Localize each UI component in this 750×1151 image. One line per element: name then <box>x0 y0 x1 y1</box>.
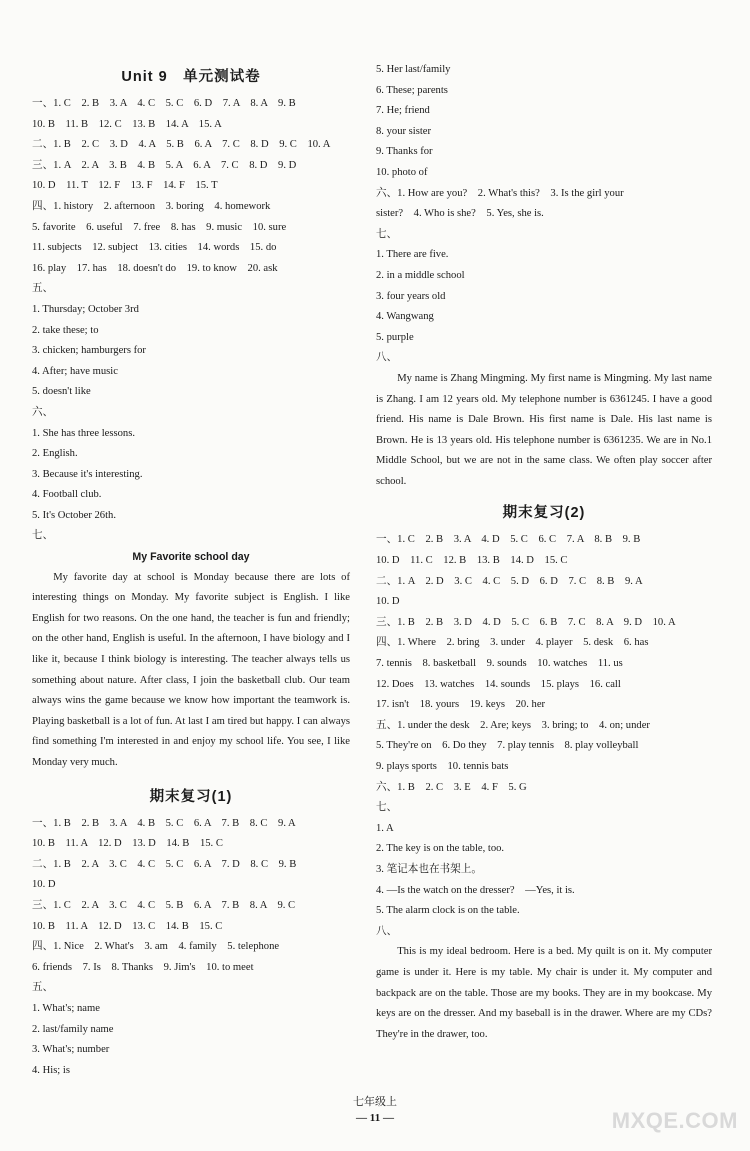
answer-line: 二、1. B 2. C 3. D 4. A 5. B 6. A 7. C 8. D 9. C 10. A <box>32 139 331 151</box>
answer-line: 10. D 11. T 12. F 13. F 14. F 15. T <box>32 180 218 192</box>
answer-line: 3. 笔记本也在书架上。 <box>376 863 482 875</box>
answer-line: 2. take these; to <box>32 324 99 336</box>
answer-line: 四、1. Nice 2. What's 3. am 4. family 5. telephone <box>32 941 280 953</box>
answer-line: 一、1. C 2. B 3. A 4. C 5. C 6. D 7. A 8. A 9. B <box>32 98 296 109</box>
answer-line: 5. It's October 26th. <box>32 509 116 521</box>
answer-line: 10. D <box>32 879 56 891</box>
answer-line: 五、 <box>32 982 54 994</box>
answer-line: 三、1. A 2. A 3. B 4. B 5. A 6. A 7. C 8. D 9. D <box>32 159 297 171</box>
answer-line: 7. He; friend <box>376 105 430 117</box>
answer-line: 1. There are five. <box>376 249 449 261</box>
answer-line: 3. chicken; hamburgers for <box>32 345 146 357</box>
answer-line: 四、1. history 2. afternoon 3. boring 4. homework <box>32 200 271 212</box>
answer-line: 五、1. under the desk 2. Are; keys 3. bring; to 4. on; under <box>376 719 650 731</box>
answer-line: 9. plays sports 10. tennis bats <box>376 761 509 772</box>
answer-line: 五、 <box>32 283 54 295</box>
answer-line: 5. They're on 6. Do they 7. play tennis 8. play volleyball <box>376 740 639 752</box>
answer-line: 2. English. <box>32 448 78 460</box>
answer-line: 7. tennis 8. basketball 9. sounds 10. watches 11. us <box>376 658 623 670</box>
grade-label: 七年级上 <box>353 1096 397 1108</box>
answer-line: 六、1. B 2. C 3. E 4. F 5. G <box>376 781 527 793</box>
answer-line: 八、 <box>376 352 398 364</box>
answer-line: 六、1. How are you? 2. What's this? 3. Is the girl your <box>376 187 624 199</box>
answer-line: 4. Football club. <box>32 489 102 501</box>
answer-line: 5. Her last/family <box>376 64 451 75</box>
answer-line: 七、 <box>376 802 398 814</box>
right-column <box>376 60 712 1045</box>
answer-line: 2. last/family name <box>32 1023 114 1035</box>
writing-paragraph-2: This is my ideal bedroom. Here is a bed. My quilt is on it. My computer game is under it. Here is my table. My chair is under it. My computer and backpack are on the table. Those are my books. They are in my bookcase. My keys are on the dresser. And my baseball is in the drawer. Where are my CDs? They're in the drawer, too. <box>376 946 712 1040</box>
review1-title: 期末复习(1) <box>149 788 233 805</box>
answer-line: 4. Wangwang <box>376 311 434 323</box>
answer-line: 3. Because it's interesting. <box>32 468 143 480</box>
answer-line: 4. After; have music <box>32 365 118 377</box>
page-number: — 11 — <box>356 1112 394 1124</box>
answer-line: 1. She has three lessons. <box>32 427 135 439</box>
answer-line: 4. —Is the watch on the dresser? —Yes, it is. <box>376 884 575 896</box>
answer-line: 1. What's; name <box>32 1002 100 1014</box>
answer-line: 一、1. B 2. B 3. A 4. B 5. C 6. A 7. B 8. C 9. A <box>32 817 296 829</box>
answer-line: 1. Thursday; October 3rd <box>32 303 139 315</box>
answer-line: 8. your sister <box>376 125 432 137</box>
answer-line: 3. What's; number <box>32 1044 110 1056</box>
review2-title: 期末复习(2) <box>502 505 586 522</box>
answer-line: 10. B 11. A 12. D 13. C 14. B 15. C <box>32 920 223 932</box>
essay-title: My Favorite school day <box>132 551 250 564</box>
answer-line: 2. The key is on the table, too. <box>376 843 505 855</box>
answer-line: 1. A <box>376 822 394 834</box>
answer-line: 17. isn't 18. yours 19. keys 20. her <box>376 699 546 711</box>
essay-paragraph: My favorite day at school is Monday because there are lots of interesting things on Monday. My favorite subject is English. I like English for two reasons. On the one hand, the teacher is fun and friendly; on the other hand, English is useful. In the afternoon, I have biology and I like it, because I think biology is interesting. The teacher always tells us something about nature. After class, I join the basketball club. Our team always wins the game because we know how important the teamwork is. Playing basketball is a lot of fun. At last I am tired but happy. I can always find something I'm interested in and enjoy my school life. You see, I like Monday very much. <box>32 571 350 768</box>
answer-line: 10. photo of <box>376 166 428 178</box>
answer-line: 四、1. Where 2. bring 3. under 4. player 5. desk 6. has <box>376 637 649 649</box>
answer-line: 二、1. B 2. A 3. C 4. C 5. C 6. A 7. D 8. C 9. B <box>32 858 297 870</box>
answer-line: 10. B 11. A 12. D 13. D 14. B 15. C <box>32 838 223 850</box>
review1-answers <box>32 814 350 1082</box>
answer-line: 10. B 11. B 12. C 13. B 14. A 15. A <box>32 118 222 130</box>
answer-line: 5. favorite 6. useful 7. free 8. has 9. music 10. sure <box>32 221 287 233</box>
answer-line: 16. play 17. has 18. doesn't do 19. to know 20. ask <box>32 262 278 274</box>
answer-line: 10. D 11. C 12. B 13. B 14. D 15. C <box>376 555 568 567</box>
answer-line: 5. doesn't like <box>32 386 91 398</box>
answer-line: 9. Thanks for <box>376 146 433 158</box>
answer-line: 10. D <box>376 596 400 608</box>
right-top-answers <box>376 60 712 369</box>
answer-line: 5. The alarm clock is on the table. <box>376 905 520 917</box>
left-column <box>32 60 350 1081</box>
unit-test-answers <box>32 94 350 526</box>
review2-answers <box>376 530 712 942</box>
watermark: MXQE.COM <box>611 1108 738 1133</box>
unit-test-title: Unit 9 单元测试卷 <box>121 69 261 85</box>
answer-line: 12. Does 13. watches 14. sounds 15. plays 16. call <box>376 678 621 690</box>
answer-line: 一、1. C 2. B 3. A 4. D 5. C 6. C 7. A 8. B 9. B <box>376 534 641 546</box>
essay-label: 七、 <box>32 530 54 542</box>
answer-line: 2. in a middle school <box>376 269 465 281</box>
answer-line: 二、1. A 2. D 3. C 4. C 5. D 6. D 7. C 8. B 9. A <box>376 575 643 587</box>
answer-line: 八、 <box>376 925 398 937</box>
answer-line: 七、 <box>376 228 398 240</box>
answer-line: 5. purple <box>376 331 414 343</box>
answer-line: 6. friends 7. Is 8. Thanks 9. Jim's 10. to meet <box>32 961 254 973</box>
answer-line: 三、1. B 2. B 3. D 4. D 5. C 6. B 7. C 8. A 9. D 10. A <box>376 616 676 628</box>
answer-line: 4. His; is <box>32 1064 70 1076</box>
answer-line: 三、1. C 2. A 3. C 4. C 5. B 6. A 7. B 8. A 9. C <box>32 899 296 911</box>
answer-line: 11. subjects 12. subject 13. cities 14. words 15. do <box>32 242 277 254</box>
answer-line: 3. four years old <box>376 290 446 302</box>
answer-line: 六、 <box>32 406 54 418</box>
writing-paragraph-1: My name is Zhang Mingming. My first name is Mingming. My last name is Zhang. I am 12 years old. My telephone number is 6361245. I have a good friend. His name is Dale Brown. His first name is Dale. His last name is Brown. He is 13 years old. His telephone number is 6361235. We are in No.1 Middle School, but we are not in the same class. We often play soccer after school. <box>376 372 712 487</box>
answer-line: sister? 4. Who is she? 5. Yes, she is. <box>376 208 544 220</box>
answer-line: 6. These; parents <box>376 84 448 96</box>
